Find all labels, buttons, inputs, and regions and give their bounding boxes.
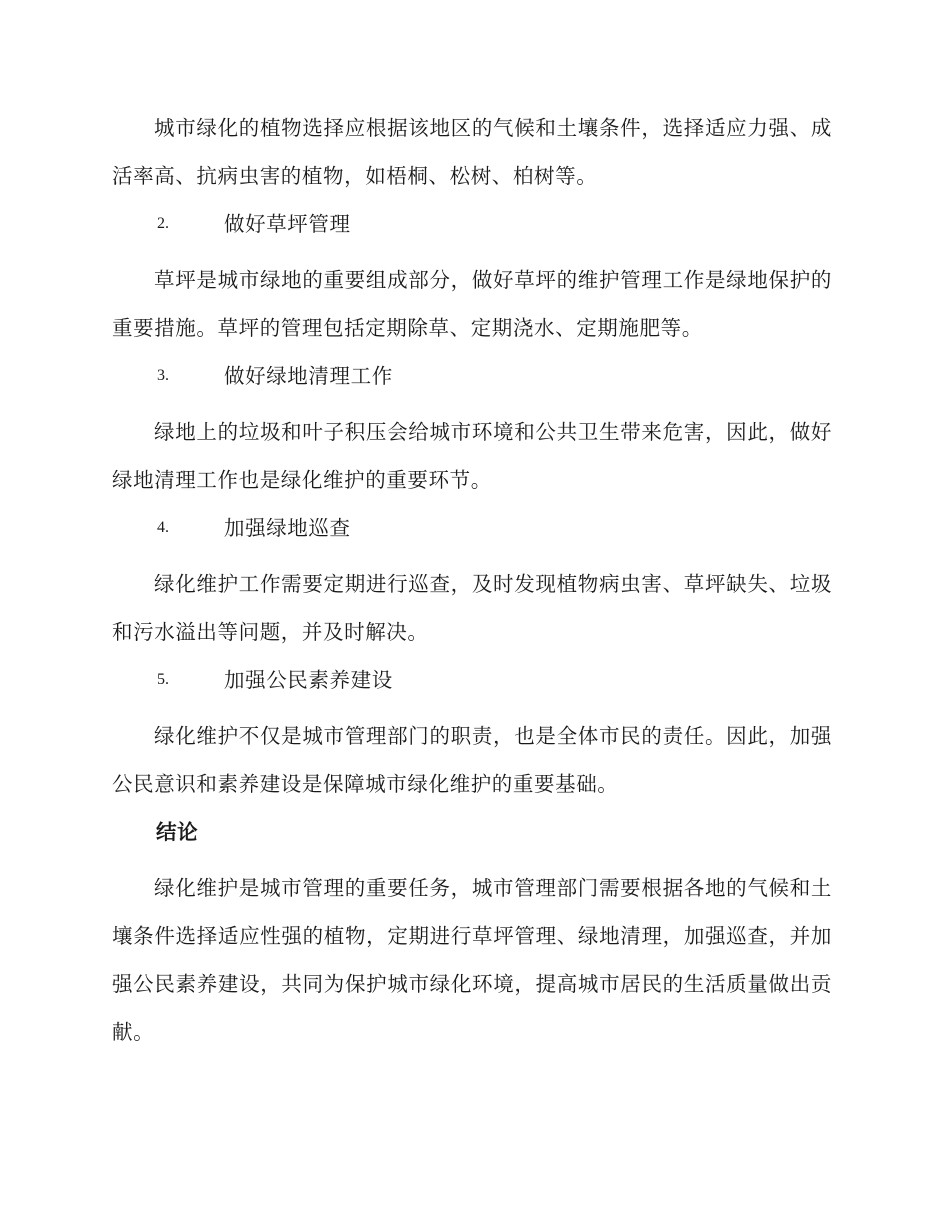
list-item-number: 2.	[157, 215, 169, 232]
intro-paragraph: 城市绿化的植物选择应根据该地区的气候和土壤条件，选择适应力强、成活率高、抗病虫害的植物，如梧桐、松树、柏树等。	[112, 116, 832, 188]
list-item-title: 加强公民素养建设	[224, 668, 393, 692]
conclusion-paragraph: 绿化维护是城市管理的重要任务，城市管理部门需要根据各地的气候和土壤条件选择适应性强的植物，定期进行草坪管理、绿地清理，加强巡查，并加强公民素养建设，共同为保护城市绿化环境，提高城市居民的生活质量做出贡献。	[112, 876, 832, 1044]
list-item-body: 绿地上的垃圾和叶子积压会给城市环境和公共卫生带来危害，因此，做好绿地清理工作也是绿化维护的重要环节。	[112, 420, 832, 492]
list-item-body: 绿化维护工作需要定期进行巡查，及时发现植物病虫害、草坪缺失、垃圾和污水溢出等问题，并及时解决。	[112, 572, 832, 644]
list-item-title: 做好绿地清理工作	[224, 364, 393, 388]
conclusion-heading: 结论	[156, 820, 199, 844]
list-item-title: 做好草坪管理	[224, 212, 351, 236]
list-item-number: 4.	[157, 519, 169, 536]
list-item-number: 5.	[157, 671, 169, 688]
list-item-number: 3.	[157, 367, 169, 384]
list-item-title: 加强绿地巡查	[224, 516, 351, 540]
list-item-body: 绿化维护不仅是城市管理部门的职责，也是全体市民的责任。因此，加强公民意识和素养建设是保障城市绿化维护的重要基础。	[112, 724, 832, 796]
list-item-body: 草坪是城市绿地的重要组成部分，做好草坪的维护管理工作是绿地保护的重要措施。草坪的管理包括定期除草、定期浇水、定期施肥等。	[112, 268, 832, 340]
